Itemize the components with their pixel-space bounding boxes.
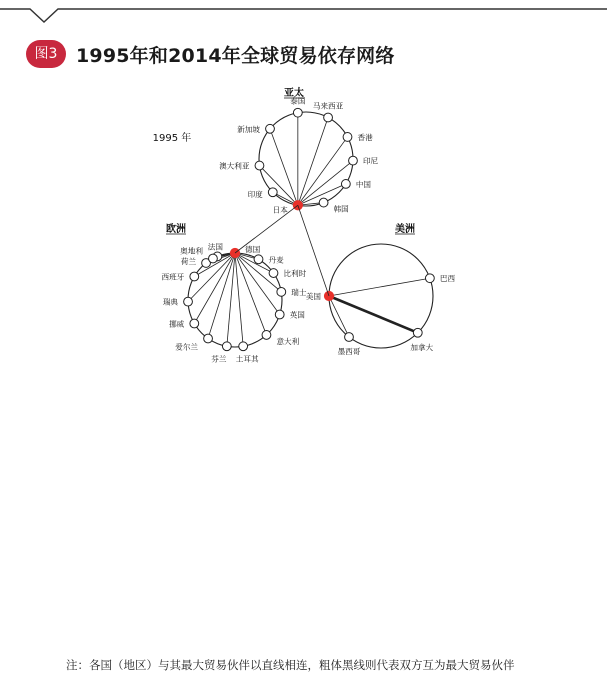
country-node — [277, 287, 286, 296]
country-label: 瑞典 — [162, 297, 179, 307]
region-title: 欧洲 — [166, 224, 186, 235]
country-label: 澳大利亚 — [219, 161, 250, 171]
country-label: 新加坡 — [237, 124, 260, 134]
country-node — [293, 108, 302, 117]
country-label: 丹麦 — [268, 255, 284, 265]
country-label: 荷兰 — [180, 256, 197, 266]
country-label: 墨西哥 — [337, 346, 361, 356]
country-node — [349, 156, 358, 165]
figure-title: 1995年和2014年全球贸易依存网络 — [76, 45, 395, 67]
footnote: 注：各国（地区）与其最大贸易伙伴以直线相连，粗体黑线则代表双方互为最大贸易伙伴 — [66, 658, 515, 672]
country-node — [262, 331, 271, 340]
region-0 — [219, 86, 378, 214]
region-title: 美洲 — [395, 224, 415, 235]
country-label: 美国 — [305, 292, 321, 301]
country-node — [268, 188, 277, 197]
country-label: 德国 — [245, 245, 261, 254]
country-node — [319, 198, 328, 207]
country-node — [266, 124, 275, 133]
country-node — [204, 334, 213, 343]
country-node — [425, 274, 434, 283]
country-label: 泰国 — [290, 96, 306, 106]
cross-region-link — [298, 205, 329, 296]
country-label: 印尼 — [362, 156, 379, 166]
partner-link — [235, 253, 243, 346]
country-label: 马来西亚 — [312, 101, 344, 111]
country-node — [275, 310, 284, 319]
partner-link — [329, 278, 430, 296]
year-label: 1995 年 — [152, 133, 192, 144]
partner-link — [259, 166, 297, 206]
hub-node — [293, 201, 302, 210]
country-node — [184, 297, 193, 306]
country-label: 意大利 — [276, 336, 300, 346]
country-node — [190, 272, 199, 281]
partner-link — [194, 253, 235, 324]
country-node — [341, 180, 350, 189]
country-label: 挪威 — [169, 319, 185, 329]
country-node — [222, 342, 231, 351]
partner-link — [298, 118, 328, 206]
country-label: 日本 — [272, 205, 288, 215]
country-node — [209, 254, 218, 263]
country-node — [190, 319, 199, 328]
country-label: 中国 — [355, 179, 372, 189]
country-label: 印度 — [247, 190, 263, 200]
country-label: 芬兰 — [211, 354, 227, 364]
country-label: 法国 — [207, 242, 223, 252]
panel-1995 — [153, 86, 456, 363]
country-label: 奥地利 — [180, 246, 203, 256]
figure-badge: 图3 — [26, 40, 66, 68]
country-node — [324, 113, 333, 122]
country-label: 香港 — [357, 132, 373, 142]
country-label: 爱尔兰 — [175, 342, 199, 352]
country-label: 韩国 — [333, 204, 349, 214]
country-label: 加拿大 — [410, 342, 434, 352]
country-node — [343, 133, 352, 142]
country-label: 瑞士 — [291, 287, 307, 297]
country-node — [255, 161, 264, 170]
partner-link — [235, 253, 266, 335]
country-node — [413, 328, 422, 337]
region-2 — [306, 222, 456, 356]
country-label: 比利时 — [283, 269, 307, 279]
region-title: 亚太 — [284, 88, 304, 99]
country-node — [239, 342, 248, 351]
region-1 — [162, 222, 307, 363]
country-node — [345, 333, 354, 342]
country-node — [254, 255, 263, 264]
country-node — [269, 269, 278, 278]
country-label: 西班牙 — [161, 272, 185, 282]
cross-region-link — [235, 205, 298, 253]
mutual-partner-link — [329, 296, 418, 333]
country-label: 土耳其 — [235, 354, 259, 364]
country-label: 巴西 — [439, 274, 456, 284]
country-label: 英国 — [289, 310, 305, 320]
